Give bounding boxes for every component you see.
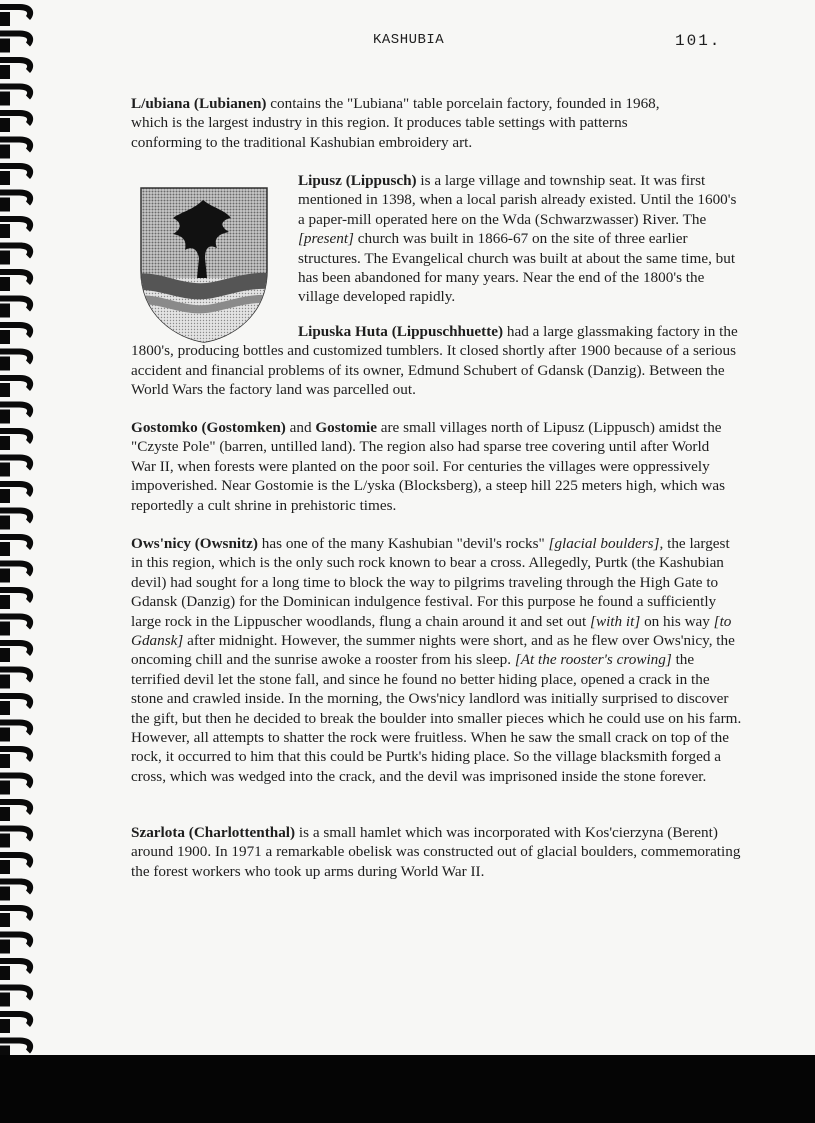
spiral-binding [0,0,42,1060]
binding-hole [0,516,10,530]
binding-hole [0,754,10,768]
binding-hole [0,542,10,556]
binding-hole [0,277,10,291]
binding-hole [0,171,10,185]
entry-text: is a large village and township seat. It was first mentioned in 1398, when a local parish already existed. Until the 1600's a paper-mill operated here on the Wda (Schwarzwasser) River. The [298,172,737,228]
binding-hole [0,781,10,795]
binding-hole [0,569,10,583]
binding-hole [0,198,10,212]
entry-text: are small villages north of Lipusz (Lippusch) amidst the "Czyste Pole" (barren, untilled land). The region also had sparse tree covering until after World War II, when forests were planted on the poor soil. For centuries the villages were oppressively impoverished. Near Gostomie is the L/yska (Blocksberg), a steep hill 225 meters high, which was reportedly a cult shrine in prehistoric times. [131,419,726,514]
entry-text: on his way [640,612,714,630]
binding-hole [0,595,10,609]
entry-text: church was built in 1866-67 on the site of three earlier structures. The Evangelical church was built at about the same time, but has been abandoned for many years. Near the end of the 1800's the village developed rapidly. [298,230,736,306]
binding-hole [0,489,10,503]
entry-lubiana [131,94,671,152]
binding-hole [0,887,10,901]
entry-text: contains the "Lubiana" table porcelain factory, founded in 1968, which is the largest industry in this region. It produces table settings with patterns conforming to the traditional Kashubian embroidery art. [131,95,660,151]
binding-hole [0,622,10,636]
place-name: Szarlota (Charlottenthal) [131,824,296,841]
binding-hole [0,436,10,450]
entry-text: after midnight. However, the summer nights were short, and as he flew over Ows'nicy, the oncoming chill and the sunrise awoke a rooster from his sleep. [131,632,735,669]
page-number: 101. [675,32,722,50]
binding-hole [0,224,10,238]
place-name: Lipusz (Lippusch) [298,172,417,189]
binding-hole [0,1019,10,1033]
entry-text: and [285,419,316,436]
editorial-insertion: [with it] [590,612,641,630]
binding-hole [0,675,10,689]
coat-of-arms-icon [133,178,275,346]
binding-hole [0,118,10,132]
binding-hole [0,383,10,397]
binding-hole [0,940,10,954]
binding-hole [0,648,10,662]
place-name: Ows'nicy (Owsnitz) [131,535,258,552]
entry-lipuska-huta [131,322,741,400]
binding-hole [0,701,10,715]
scan-edge-band [0,1055,815,1123]
binding-hole [0,304,10,318]
binding-hole [0,860,10,874]
running-head-title: KASHUBIA [373,32,445,48]
binding-hole [0,913,10,927]
editorial-insertion: [glacial boulders] [548,535,660,552]
binding-hole [0,92,10,106]
binding-hole [0,807,10,821]
binding-hole [0,728,10,742]
place-name: L/ubiana (Lubianen) [131,95,267,112]
entry-text: has one of the many Kashubian "devil's rocks" [257,535,549,552]
place-name: Gostomko (Gostomken) [131,419,286,436]
entry-text: , the largest in this region, which is the only such rock known to bear a cross. Allegedly, Purtk (the Kashubian devil) had sought for a long time to block the way to pilgrims traveling through the High Gate to Gdansk (Danzig) for the Dominican indulgence festival. For this purpose he found a sufficiently large rock in the Lippuscher woodlands, flung a chain around it and set out [131,535,730,630]
editorial-insertion: [At the rooster's crowing] [514,651,672,669]
binding-hole [0,330,10,344]
binding-hole [0,145,10,159]
entry-lipusz [298,171,738,307]
editorial-insertion: [present] [298,230,354,248]
binding-hole [0,966,10,980]
binding-hole [0,12,10,26]
entry-gostomko [131,418,737,515]
binding-hole [0,357,10,371]
entry-text: is a small hamlet which was incorporated with Kos'cierzyna (Berent) around 1900. In 1971 a remarkable obelisk was constructed out of glacial boulders, commemorating the forest workers who took up arms during World War II. [131,824,741,880]
place-name: Gostomie [315,419,377,436]
entry-owsnicy [131,534,743,786]
entry-text: the terrified devil let the stone fall, and since he found no better hiding place, opened a crack in the stone and crawled inside. In the morning, the Ows'nicy landlord was initially surprised to discover the gift, but then he decided to break the boulder into smaller pieces which he could use on his farm. However, all attempts to shatter the rock were fruitless. When he saw the small crack on top of the rock, it occurred to him that this could be Purtk's hiding place. So the village blacksmith forged a cross, which was wedged into the crack, and the devil was imprisoned inside the stone forever. [131,651,742,785]
binding-hole [0,834,10,848]
binding-hole [0,993,10,1007]
entry-szarlota [131,823,741,881]
running-head [0,32,815,52]
place-name: Lipuska Huta (Lippuschhuette) [298,323,504,340]
binding-hole [0,463,10,477]
binding-hole [0,251,10,265]
binding-hole [0,65,10,79]
binding-hole [0,410,10,424]
entry-text: had a large glassmaking factory in the 1800's, producing bottles and customized tumblers. It closed shortly after 1900 because of a serious accident and financial problems of its owner, Edmund Schubert of Gdansk (Danzig). Between the World Wars the factory land was parcelled out. [131,323,738,399]
editorial-insertion: [to Gdansk] [131,612,732,650]
